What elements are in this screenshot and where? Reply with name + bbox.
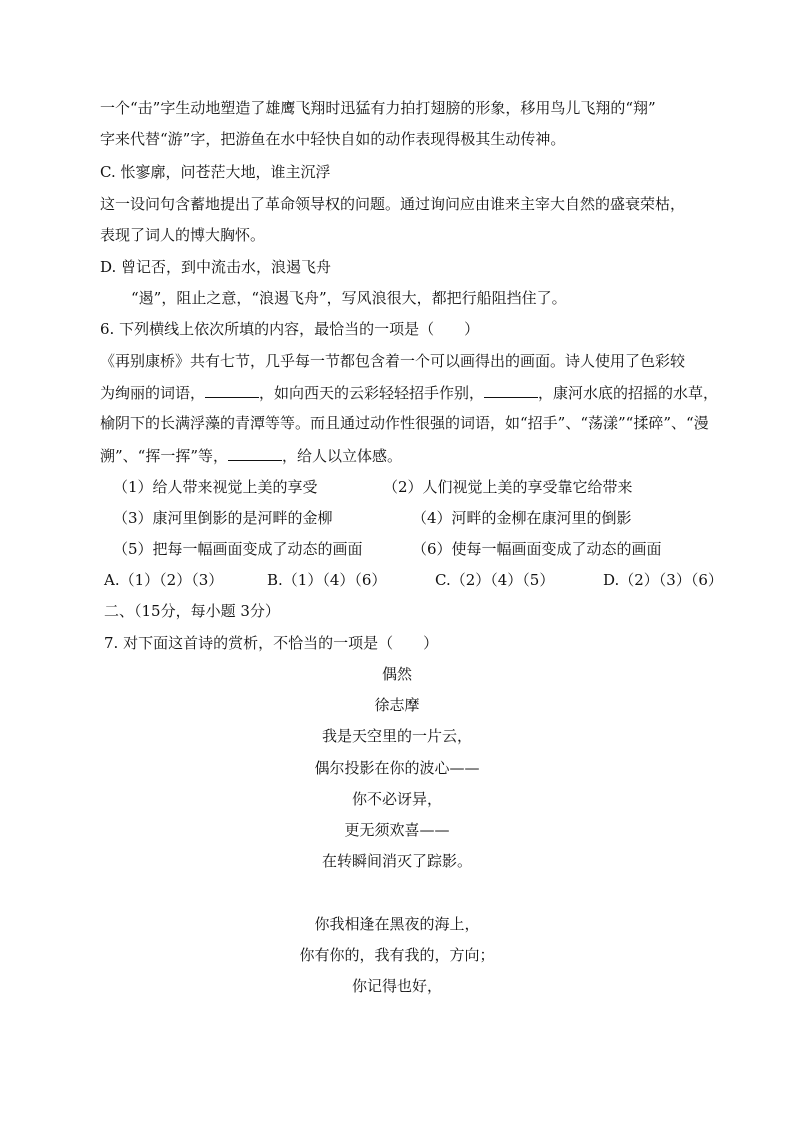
analysis-b-line-1: 一个“击”字生动地塑造了雄鹰飞翔时迅猛有力拍打翅膀的形象，移用鸟儿飞翔的“翔” bbox=[100, 99, 656, 117]
poem-line: 我是天空里的一片云， bbox=[321, 727, 472, 745]
choice-c: C.（2）（4）（5） bbox=[435, 571, 555, 589]
poem-author: 徐志摩 bbox=[374, 696, 420, 714]
poem-line: 你不必讶异， bbox=[351, 790, 442, 808]
item-5: （5）把每一幅画面变成了动态的画面 bbox=[113, 540, 363, 558]
item-1: （1）给人带来视觉上美的享受 bbox=[113, 478, 318, 496]
question-6-passage-line-2 bbox=[100, 381, 720, 403]
question-6-choices bbox=[0, 569, 794, 591]
question-7-stem: 7. 对下面这首诗的赏析，不恰当的一项是（ ） bbox=[104, 634, 439, 652]
poem-line: 更无须欢喜—— bbox=[344, 821, 450, 839]
poem-line: 你我相逢在黑夜的海上， bbox=[314, 915, 480, 933]
question-6-items-row-2 bbox=[0, 507, 794, 529]
fill-blank-2 bbox=[484, 381, 538, 398]
poem-line: 你有你的，我有我的，方向； bbox=[299, 946, 495, 964]
item-4: （4）河畔的金柳在康河里的倒影 bbox=[412, 509, 632, 527]
poem-line: 在转瞬间消灭了踪影。 bbox=[321, 852, 472, 870]
question-6-items-row-3 bbox=[0, 538, 794, 560]
question-6-stem: 6. 下列横线上依次所填的内容，最恰当的一项是（ ） bbox=[100, 320, 480, 338]
poem-title: 偶然 bbox=[381, 665, 412, 683]
poem-line: 你记得也好， bbox=[351, 977, 442, 995]
fill-blank-3 bbox=[228, 444, 282, 461]
fill-blank-1 bbox=[205, 381, 259, 398]
question-6-passage-line-1: 《再别康桥》共有七节，几乎每一节都包含着一个可以画得出的画面。诗人使用了色彩较 bbox=[100, 352, 686, 370]
passage-text: ，康河水底的招摇的水草， bbox=[538, 384, 719, 402]
question-6-passage-line-4 bbox=[100, 444, 720, 466]
poem-line: 偶尔投影在你的波心—— bbox=[314, 759, 480, 777]
option-c-analysis-line-1: 这一设问句含蓄地提出了革命领导权的问题。通过询问应由谁来主宰大自然的盛衰荣枯， bbox=[100, 195, 686, 213]
passage-text: 溯”、“挥一挥”等， bbox=[100, 447, 229, 465]
choice-b: B.（1）（4）（6） bbox=[267, 571, 387, 589]
option-c-label: C. 怅寥廓，问苍茫大地，谁主沉浮 bbox=[100, 163, 331, 181]
item-2: （2）人们视觉上美的享受靠它给带来 bbox=[383, 478, 633, 496]
passage-text: 为绚丽的词语， bbox=[100, 384, 206, 402]
choice-a: A.（1）（2）（3） bbox=[104, 571, 224, 589]
choice-d: D.（2）（3）（6） bbox=[603, 571, 723, 589]
analysis-b-line-2: 字来代替“游”字，把游鱼在水中轻快自如的动作表现得极其生动传神。 bbox=[100, 130, 566, 148]
question-6-passage-line-3: 榆阴下的长满浮藻的青潭等等。而且通过动作性很强的词语，如“招手”、“荡漾”“揉碎”、“漫 bbox=[100, 414, 709, 432]
option-d-analysis-line-1: “遏”，阻止之意，“浪遏飞舟”，写风浪很大，都把行船阻挡住了。 bbox=[131, 289, 567, 307]
passage-text: ，给人以立体感。 bbox=[282, 447, 403, 465]
question-6-items-row-1 bbox=[0, 476, 794, 498]
item-6: （6）使每一幅画面变成了动态的画面 bbox=[412, 540, 662, 558]
passage-text: ，如向西天的云彩轻轻招手作别， bbox=[259, 384, 485, 402]
option-c-analysis-line-2: 表现了词人的博大胸怀。 bbox=[100, 226, 266, 244]
section-2-heading: 二、（15分，每小题 3分） bbox=[104, 602, 280, 620]
option-d-label: D. 曾记否，到中流击水，浪遏飞舟 bbox=[100, 258, 332, 276]
item-3: （3）康河里倒影的是河畔的金柳 bbox=[113, 509, 333, 527]
